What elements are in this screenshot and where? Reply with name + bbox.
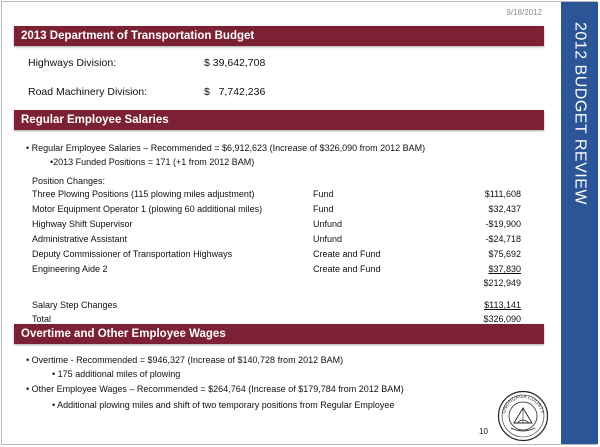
row-amount: $75,692 [488,249,521,259]
row-position: Deputy Commissioner of Transportation Highways [32,249,233,259]
row-amount: -$19,900 [485,219,521,229]
salary-step-amount: $113,141 [484,300,521,310]
sub-bullet-funded-positions: •2013 Funded Positions = 171 (+1 from 2012 BAM) [50,157,255,167]
bullet-icon: • [52,400,56,410]
bullet-other-wages [26,384,404,394]
row-action: Fund [313,204,334,214]
row-amount: $32,437 [488,204,521,214]
side-banner-title: 2012 BUDGET REVIEW [571,22,589,205]
bullet-overtime [26,355,343,365]
date-stamp: 9/18/2012 [506,8,542,17]
row-position: Administrative Assistant [32,234,128,244]
sub-bullet-plowing-miles [52,369,180,379]
row-position: Highway Shift Supervisor [32,219,133,229]
bullet-regular-salaries [26,143,425,153]
bullet-text: Overtime - Recommended = $946,327 (Increase of $140,728 from 2012 BAM) [31,355,344,365]
bullet-text: Additional plowing miles and shift of two temporary positions from Regular Employee [57,400,395,410]
row-position: Three Plowing Positions (115 plowing miles adjustment) [32,189,255,199]
row-amount: $111,608 [484,189,521,199]
bullet-text: 175 additional miles of plowing [57,369,181,379]
row-position: Motor Equipment Operator 1 (plowing 60 additional miles) [32,204,263,214]
bullet-icon: • [26,384,30,394]
division-label-road-machinery: Road Machinery Division: [28,86,148,98]
page-number: 10 [479,427,488,436]
row-amount: $37,830 [488,264,521,274]
sub-bullet-temporary-positions [52,400,394,410]
division-amount-highways: $ 39,642,708 [204,57,266,69]
county-seal-icon [497,390,549,442]
row-action: Unfund [313,234,343,244]
division-amount-road-machinery: $ 7,742,236 [204,86,266,98]
row-action: Fund [313,189,334,199]
page-title: 2013 Department of Transportation Budget [14,26,544,46]
salary-step-label: Salary Step Changes [32,300,118,310]
row-action: Unfund [313,219,343,229]
row-action: Create and Fund [313,264,381,274]
subtotal-amount: $212,949 [483,278,521,288]
position-changes-heading: Position Changes: [32,176,106,186]
row-amount: -$24,718 [485,234,521,244]
bullet-icon: • [52,369,56,379]
section-title-regular-salaries: Regular Employee Salaries [14,110,544,130]
row-action: Create and Fund [313,249,381,259]
side-banner [561,2,598,444]
total-label: Total [32,314,52,324]
section-title-overtime: Overtime and Other Employee Wages [14,324,544,344]
total-amount: $326,090 [483,314,521,324]
bullet-icon: • [26,355,30,365]
seal-text: ONONDAGA COUNTY [501,393,545,415]
bullet-text: Other Employee Wages – Recommended = $264,764 (Increase of $179,784 from 2012 BAM) [31,384,404,394]
division-label-highways: Highways Division: [28,57,117,69]
row-position: Engineering Aide 2 [32,264,108,274]
bullet-icon: • [26,143,30,153]
bullet-text: Regular Employee Salaries – Recommended = $6,912,623 (Increase of $326,090 from 2012 BAM) [31,143,426,153]
